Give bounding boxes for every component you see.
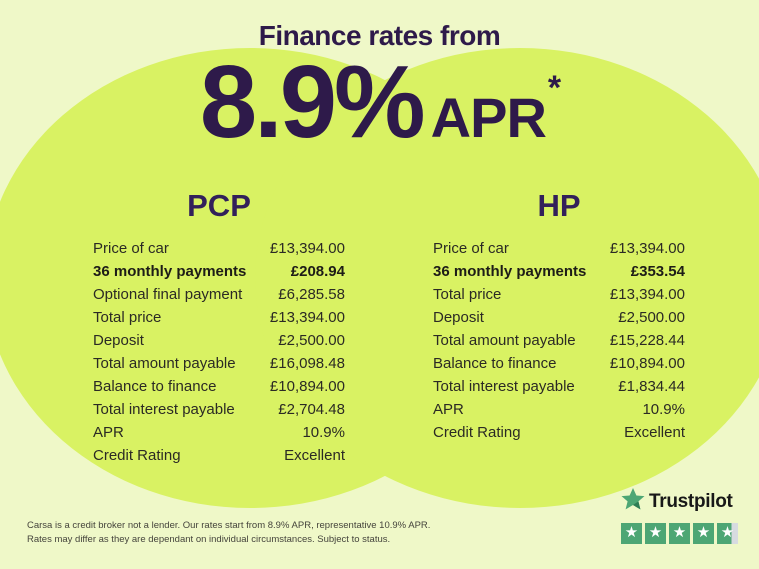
rating-star-icon [693,523,714,544]
row-label: Total interest payable [93,401,235,418]
row-value: £2,704.48 [278,401,345,418]
finance-row [433,329,685,352]
headline-rate [0,44,759,159]
row-value: £13,394.00 [609,286,685,303]
finance-row [93,306,345,329]
row-label: Total amount payable [433,332,576,349]
row-label: Price of car [433,240,509,257]
row-value: Excellent [284,447,345,464]
row-value: £2,500.00 [278,332,345,349]
rate-value: 8.9% [199,44,423,159]
star-glyph: ★ [624,524,639,541]
rating-star-icon [645,523,666,544]
row-value: £13,394.00 [269,240,345,257]
finance-row [93,421,345,444]
row-label: Total price [93,309,162,326]
row-label: Credit Rating [433,424,521,441]
rating-star-icon [621,523,642,544]
finance-row [93,260,345,283]
row-value: 10.9% [302,424,345,441]
row-value: £2,500.00 [618,309,685,326]
row-value: £15,228.44 [609,332,685,349]
finance-row [433,237,685,260]
finance-row [93,329,345,352]
row-label: Price of car [93,240,169,257]
star-glyph: ★ [696,524,711,541]
pcp-rows [93,237,345,467]
finance-row [433,306,685,329]
legal-disclaimer [27,519,430,546]
disclaimer-line-2: Rates may differ as they are dependant on individual circumstances. Subject to status. [27,533,391,545]
finance-row [433,352,685,375]
row-value: £1,834.44 [618,378,685,395]
trustpilot-rating-stars [621,523,738,544]
star-glyph: ★ [672,524,687,541]
finance-row [433,421,685,444]
row-value: Excellent [624,424,685,441]
row-value: £208.94 [290,263,345,280]
finance-row [93,237,345,260]
row-label: Total amount payable [93,355,236,372]
row-label: Total price [433,286,502,303]
pcp-table-title: PCP [187,188,251,223]
row-label: Optional final payment [93,286,243,303]
apr-asterisk: * [547,69,562,107]
row-value: £10,894.00 [269,378,345,395]
finance-row [93,375,345,398]
finance-row [433,398,685,421]
row-value: 10.9% [642,401,685,418]
finance-row [433,375,685,398]
hp-table-title: HP [537,188,581,223]
row-value: £6,285.58 [278,286,345,303]
star-glyph: ★ [720,524,735,541]
row-label: 36 monthly payments [93,263,247,280]
finance-row [93,398,345,421]
row-label: APR [93,424,124,441]
banner-title: Finance rates from [258,20,501,51]
finance-row [433,283,685,306]
trustpilot-wordmark: Trustpilot [649,490,733,512]
hp-table [433,188,685,444]
star-glyph: ★ [648,524,663,541]
finance-row [433,260,685,283]
row-value: £16,098.48 [269,355,345,372]
row-label: Total interest payable [433,378,575,395]
apr-label: APR [430,86,546,149]
trustpilot-badge [621,487,738,544]
finance-row [93,283,345,306]
row-label: Balance to finance [93,378,217,395]
finance-row [93,352,345,375]
row-label: Credit Rating [93,447,181,464]
row-label: Deposit [93,332,144,349]
row-value: £353.54 [630,263,685,280]
row-label: APR [433,401,464,418]
pcp-table [93,188,345,467]
row-value: £10,894.00 [609,355,685,372]
trustpilot-star-icon [621,487,645,516]
row-value: £13,394.00 [269,309,345,326]
trustpilot-logo [621,487,733,516]
row-value: £13,394.00 [609,240,685,257]
row-label: 36 monthly payments [433,263,587,280]
rating-star-icon [717,523,738,544]
disclaimer-line-1: Carsa is a credit broker not a lender. Our rates start from 8.9% APR, representative 10.9% APR. [27,520,431,531]
rating-star-icon [669,523,690,544]
row-label: Deposit [433,309,484,326]
finance-row [93,444,345,467]
hp-rows [433,237,685,444]
row-label: Balance to finance [433,355,557,372]
